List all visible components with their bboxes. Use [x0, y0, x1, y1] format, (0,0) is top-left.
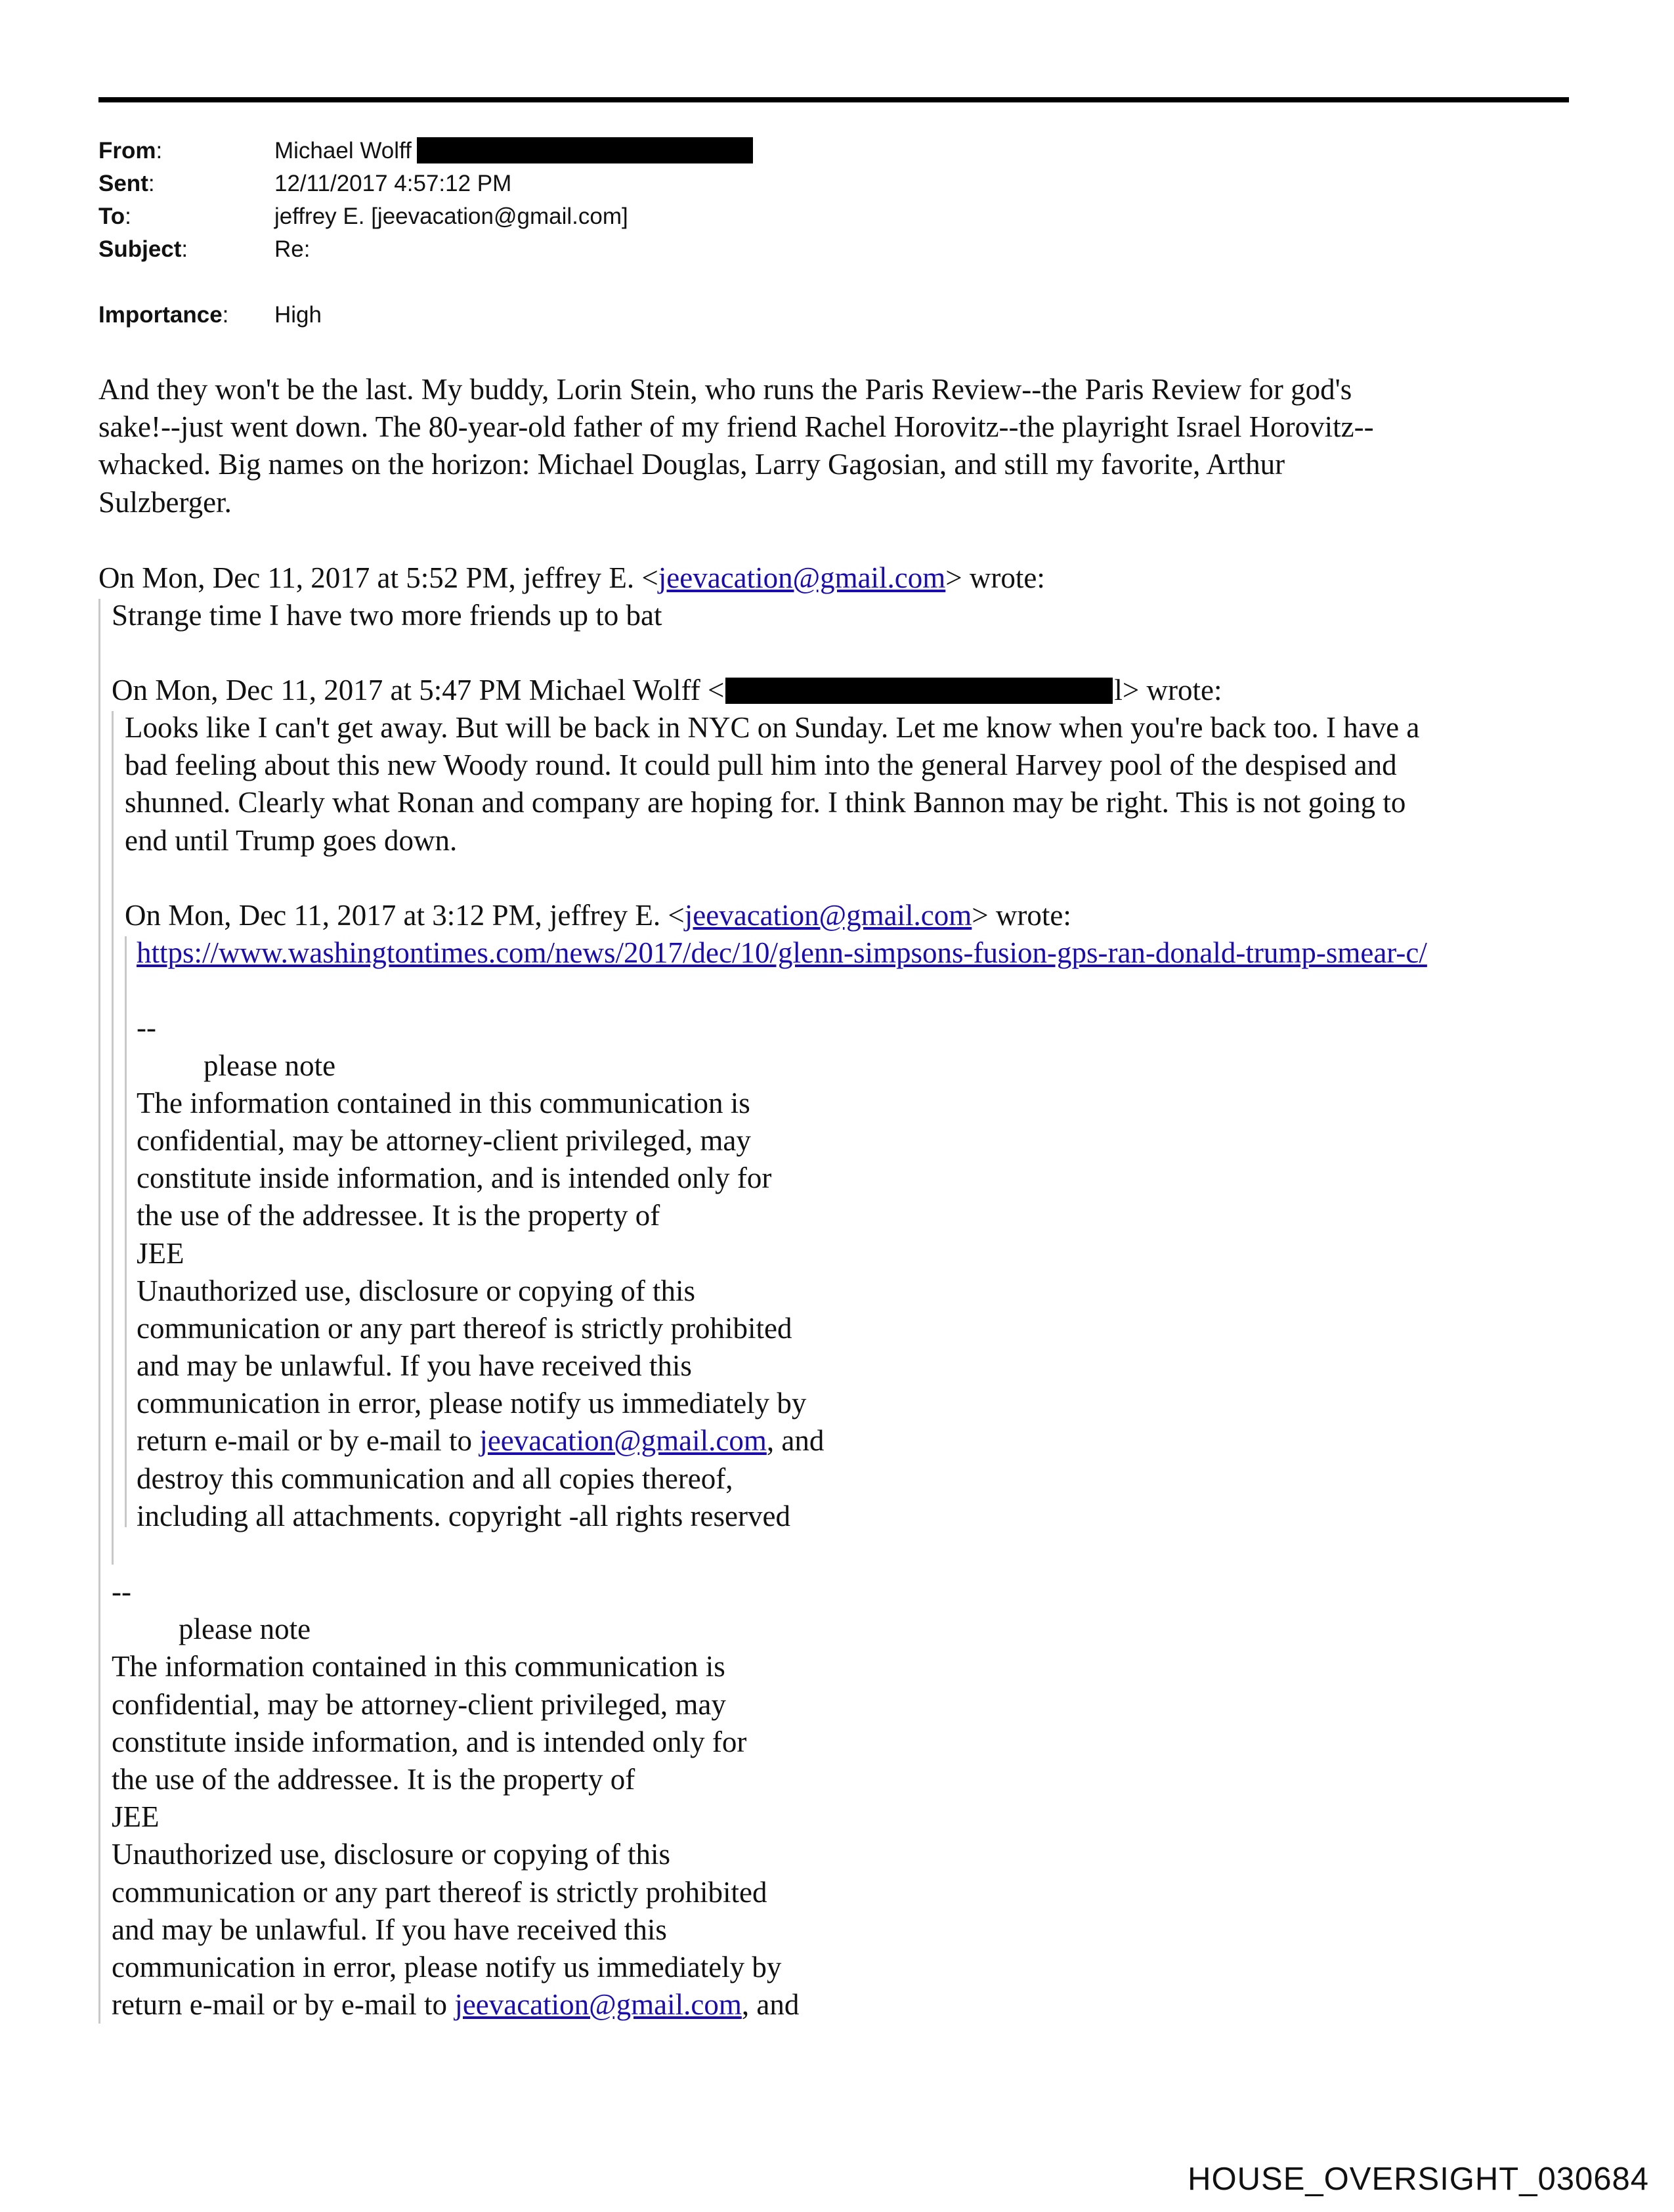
email-link[interactable]: jeevacation@gmail.com	[658, 561, 946, 594]
sig-line: and may be unlawful. If you have received this	[112, 1913, 667, 1946]
subject-value: Re:	[274, 236, 311, 262]
quote3-intro: On Mon, Dec 11, 2017 at 3:12 PM, jeffrey E. <jeevacation@gmail.com> wrote:	[125, 899, 1071, 932]
sig-line: communication in error, please notify us immediately by	[137, 1387, 807, 1420]
quote-bar	[98, 599, 100, 2024]
sig-return-line: return e-mail or by e-mail to jeevacation@gmail.com, and	[137, 1424, 825, 1458]
bates-number: HOUSE_OVERSIGHT_030684	[1188, 2161, 1649, 2197]
sig-line: JEE	[137, 1236, 184, 1270]
quote2-intro: On Mon, Dec 11, 2017 at 5:47 PM Michael Wolff < l> wrote:	[112, 674, 1222, 706]
sig-line: including all attachments. copyright -all rights reserved	[137, 1499, 790, 1532]
sig-line: the use of the addressee. It is the property of	[112, 1762, 635, 1796]
quote2-line: shunned. Clearly what Ronan and company are hoping for. I think Bannon may be right. This is not going to	[125, 786, 1406, 819]
sig-line: communication or any part thereof is strictly prohibited	[137, 1311, 792, 1345]
email-link[interactable]: jeevacation@gmail.com	[684, 899, 972, 932]
redaction-bar	[417, 137, 753, 163]
quote2-line: Looks like I can't get away. But will be back in NYC on Sunday. Let me know when you're back too. I have a	[125, 711, 1420, 744]
sig-note: please note	[179, 1613, 311, 1646]
quote2-line: bad feeling about this new Woody round. It could pull him into the general Harvey pool of the despised and	[125, 748, 1397, 782]
sig-line: and may be unlawful. If you have received this	[137, 1349, 692, 1383]
body-line: sake!--just went down. The 80-year-old father of my friend Rachel Horovitz--the playright Israel Horovitz--	[98, 410, 1374, 444]
sig-line: communication in error, please notify us immediately by	[112, 1950, 782, 1984]
quote2-line: end until Trump goes down.	[125, 823, 458, 857]
to-label: To	[98, 204, 125, 229]
sig-note: please note	[204, 1049, 336, 1082]
importance-value: High	[274, 302, 322, 328]
to-value: jeffrey E. [jeevacation@gmail.com]	[274, 204, 628, 229]
sig-line: Unauthorized use, disclosure or copying of this	[137, 1274, 696, 1307]
sig-return-line: return e-mail or by e-mail to jeevacation@gmail.com, and	[112, 1988, 800, 2022]
quote3-body	[137, 934, 1427, 1535]
top-rule	[98, 97, 1569, 102]
message-body	[98, 371, 1374, 521]
email-link[interactable]: jeevacation@gmail.com	[454, 1988, 742, 2022]
sig-dashes: --	[112, 1575, 131, 1608]
sig-line: communication or any part thereof is strictly prohibited	[112, 1875, 767, 1909]
sent-label: Sent	[98, 171, 148, 196]
sig-line: Unauthorized use, disclosure or copying of this	[112, 1838, 671, 1871]
sent-value: 12/11/2017 4:57:12 PM	[274, 171, 512, 196]
body-line: whacked. Big names on the horizon: Michael Douglas, Larry Gagosian, and still my favorite, Arthur	[98, 448, 1285, 481]
sig-line: confidential, may be attorney-client privileged, may	[112, 1687, 726, 1721]
quote-bar	[125, 936, 127, 1527]
article-link[interactable]: https://www.washingtontimes.com/news/2017/dec/10/glenn-simpsons-fusion-gps-ran-donald-trump-smear-c/	[137, 936, 1427, 969]
sig-line: The information contained in this communication is	[137, 1086, 750, 1119]
sig-line: constitute inside information, and is intended only for	[112, 1725, 747, 1758]
from-value: Michael Wolff	[274, 138, 412, 163]
body-line: And they won't be the last. My buddy, Lorin Stein, who runs the Paris Review--the Paris Review for god's	[98, 373, 1352, 406]
sig-line: constitute inside information, and is intended only for	[137, 1161, 772, 1195]
outer-signature	[112, 1573, 799, 2024]
redaction-bar	[725, 678, 1113, 704]
importance-label: Importance	[98, 302, 223, 328]
quote1-intro: On Mon, Dec 11, 2017 at 5:52 PM, jeffrey E. <jeevacation@gmail.com> wrote:	[98, 561, 1045, 594]
sig-line: destroy this communication and all copies thereof,	[137, 1462, 733, 1495]
sig-dashes: --	[137, 1011, 156, 1045]
from-label: From	[98, 138, 156, 163]
sig-line: confidential, may be attorney-client privileged, may	[137, 1123, 751, 1157]
quote-bar	[112, 711, 114, 1565]
sig-line: the use of the addressee. It is the property of	[137, 1199, 660, 1232]
sig-line: JEE	[112, 1800, 160, 1834]
quote2-body	[125, 709, 1419, 859]
sig-line: The information contained in this communication is	[112, 1650, 725, 1683]
subject-label: Subject	[98, 236, 182, 262]
quote1-text: Strange time I have two more friends up to bat	[112, 599, 662, 632]
email-link[interactable]: jeevacation@gmail.com	[479, 1424, 767, 1458]
body-line: Sulzberger.	[98, 485, 232, 519]
